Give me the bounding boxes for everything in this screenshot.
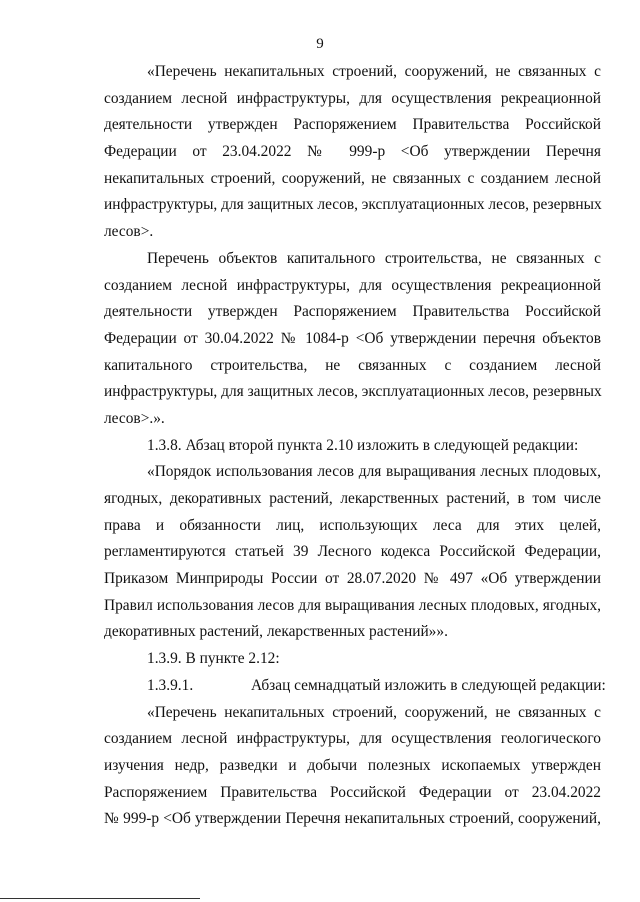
text-line <box>104 566 601 593</box>
text-line <box>104 379 601 406</box>
text-line-content: Правил использования лесов для выращивания лесных плодовых, ягодных, <box>104 596 601 614</box>
text-line-content: инфраструктуры, для защитных лесов, эксплуатационных лесов, резервных <box>104 383 602 401</box>
text-line <box>104 273 601 300</box>
text-line-content: лесов>.». <box>104 409 165 427</box>
text-line <box>104 166 601 193</box>
text-line-content: Перечень объектов капитального строительства, не связанных с <box>147 249 601 267</box>
footnote-separator <box>0 898 200 899</box>
text-line <box>104 246 601 273</box>
text-line <box>104 806 601 833</box>
text-line-content: инфраструктуры, для защитных лесов, эксплуатационных лесов, резервных <box>104 196 602 214</box>
clause-number: 1.3.9.1. <box>147 676 194 694</box>
text-line <box>104 646 601 673</box>
text-line <box>104 753 601 780</box>
text-line <box>104 406 601 433</box>
text-line-content: права и обязанности лиц, использующих леса для этих целей, <box>104 516 601 534</box>
text-line <box>104 353 601 380</box>
text-line-content: № 999-р <Об утверждении Перечня некапитальных строений, сооружений, <box>104 810 601 828</box>
text-line <box>104 326 601 353</box>
text-line <box>104 433 601 460</box>
text-line-content: декоративных растений, лекарственных растений»». <box>104 623 448 641</box>
text-line <box>104 513 601 540</box>
page-number: 9 <box>316 36 324 52</box>
text-line-content: созданием лесной инфраструктуры, для осуществления геологического <box>104 730 601 748</box>
text-line <box>104 619 601 646</box>
text-line <box>104 112 601 139</box>
text-line <box>104 780 601 807</box>
text-line-content: «Порядок использования лесов для выращивания лесных плодовых, <box>147 463 601 481</box>
text-line-content: 1.3.8. Абзац второй пункта 2.10 изложить в следующей редакции: <box>147 436 579 454</box>
text-line-content: некапитальных строений, сооружений, не связанных с созданием лесной <box>104 169 601 187</box>
text-line-content: созданием лесной инфраструктуры, для осуществления рекреационной <box>104 276 601 294</box>
text-line-content: Распоряжением Правительства Российской Федерации от 23.04.2022 <box>104 783 601 801</box>
text-line-content: 1.3.9. В пункте 2.12: <box>147 650 280 668</box>
text-line-content: Абзац семнадцатый изложить в следующей редакции: <box>251 676 606 694</box>
text-line-content: капитального строительства, не связанных с созданием лесной <box>104 356 601 374</box>
text-line <box>104 673 606 700</box>
text-line-content: изучения недр, разведки и добычи полезных ископаемых утвержден <box>104 756 601 774</box>
text-line-content: созданием лесной инфраструктуры, для осуществления рекреационной <box>104 89 601 107</box>
text-line-content: Приказом Минприроды России от 28.07.2020 № 497 «Об утверждении <box>104 570 601 588</box>
text-line-content: лесов>. <box>104 223 154 241</box>
text-line <box>104 86 601 113</box>
document-body <box>104 59 606 833</box>
text-line <box>104 59 601 86</box>
text-line-content: Федерации от 23.04.2022 № 999-р <Об утверждении Перечня <box>104 143 601 161</box>
text-line <box>104 593 601 620</box>
text-line <box>104 219 601 246</box>
text-line-content: ягодных, декоративных растений, лекарственных растений, в том числе <box>104 490 601 507</box>
text-line <box>104 299 601 326</box>
text-line <box>104 726 601 753</box>
text-line <box>104 700 601 727</box>
text-line-content: деятельности утвержден Распоряжением Правительства Российской <box>104 303 601 321</box>
text-line <box>104 486 601 513</box>
text-line <box>104 139 601 166</box>
text-line-content: деятельности утвержден Распоряжением Правительства Российской <box>104 116 601 134</box>
text-line-content: регламентируются статьей 39 Лесного кодекса Российской Федерации, <box>104 543 601 561</box>
text-line-content: Федерации от 30.04.2022 № 1084-р <Об утверждении перечня объектов <box>104 329 601 347</box>
text-line-content: «Перечень некапитальных строений, сооружений, не связанных с <box>147 63 601 80</box>
text-line <box>104 459 601 486</box>
text-line-content: «Перечень некапитальных строений, сооружений, не связанных с <box>147 703 601 721</box>
text-line <box>104 539 601 566</box>
text-line <box>104 192 601 219</box>
